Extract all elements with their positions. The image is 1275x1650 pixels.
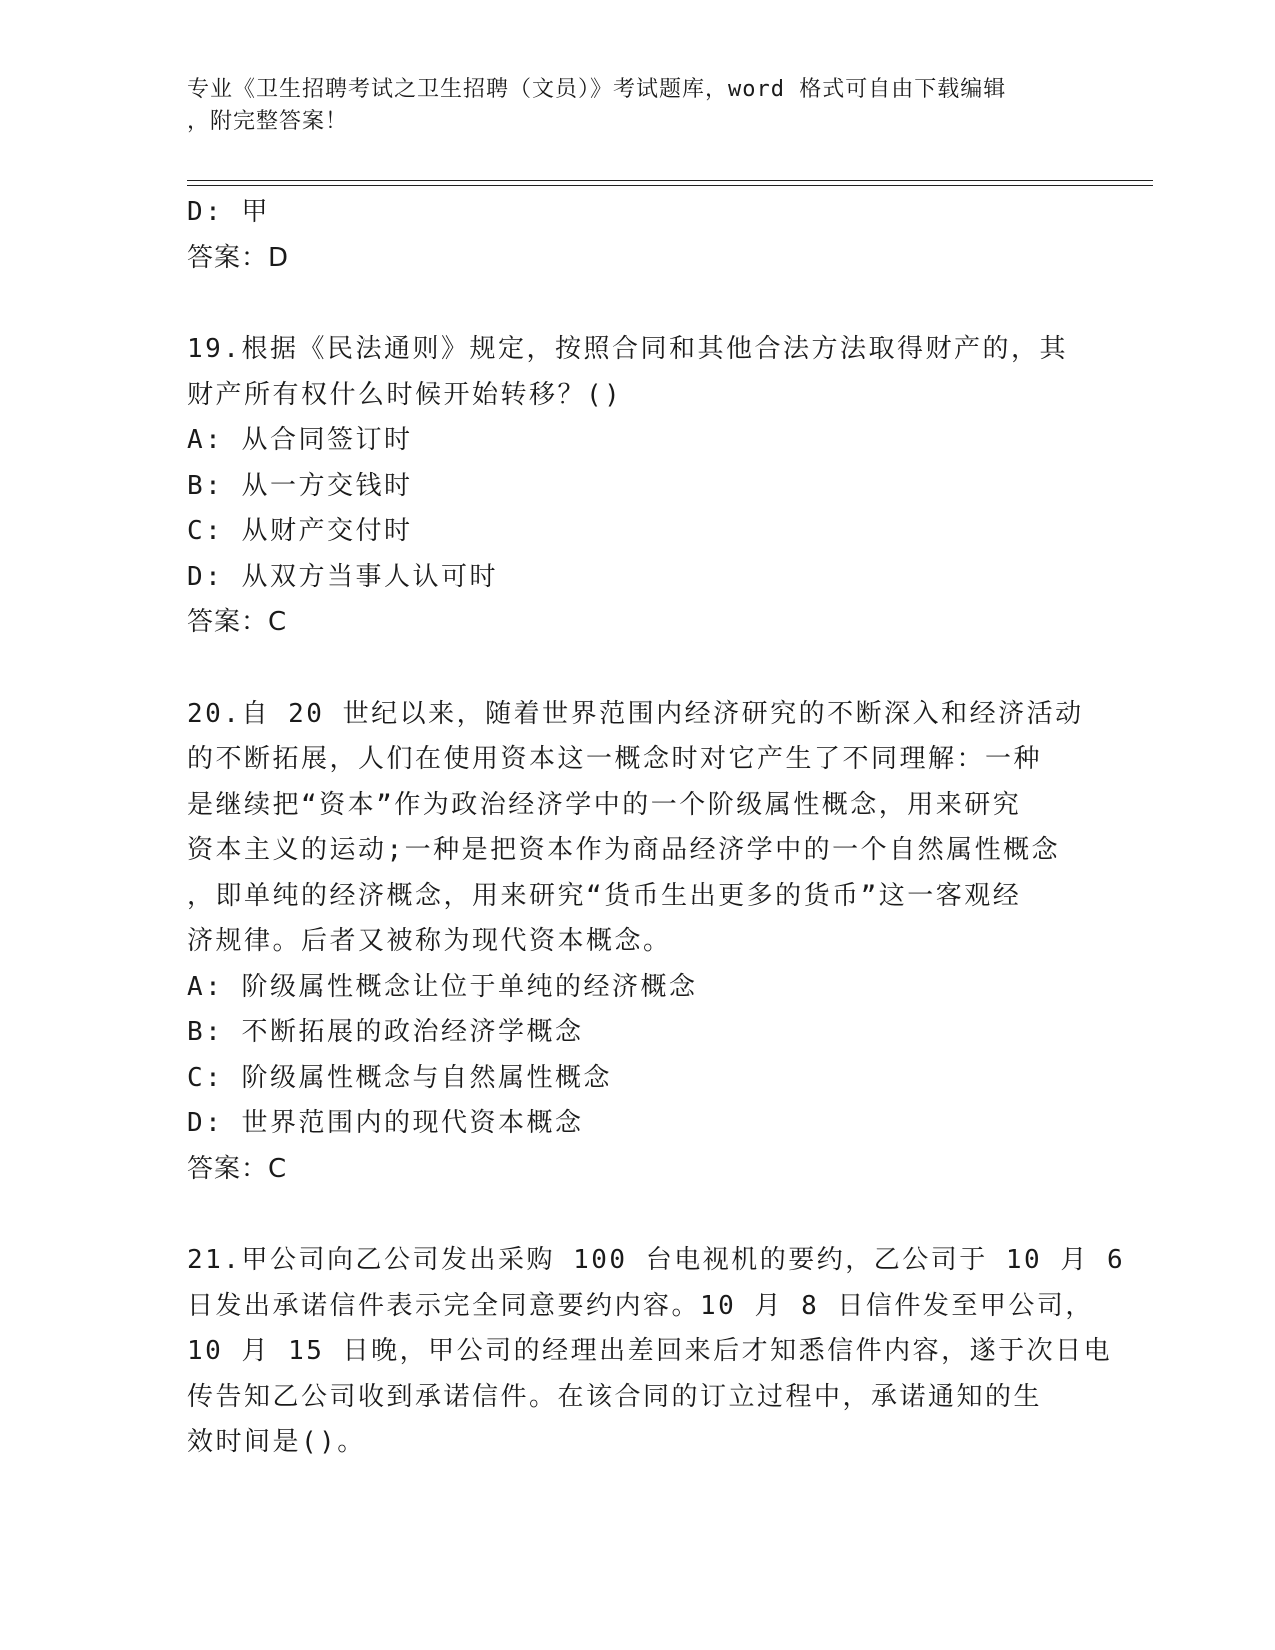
header-line-1: 专业《卫生招聘考试之卫生招聘（文员）》考试题库，word 格式可自由下载编辑: [187, 77, 1007, 102]
question-stem-line: 济规律。后者又被称为现代资本概念。: [187, 926, 672, 956]
question-19: [187, 327, 1087, 646]
option-d: D: 从双方当事人认可时: [187, 561, 498, 592]
spacer: [187, 646, 1087, 692]
question-stem-line: 10 月 15 日晚，甲公司的经理出差回来后才知悉信件内容，遂于次日电: [187, 1336, 1113, 1366]
answer-line: 答案：C: [187, 1153, 288, 1184]
option-b: B: 不断拓展的政治经济学概念: [187, 1017, 584, 1047]
header-line-2: ，附完整答案！: [187, 109, 349, 134]
option-d: D: 世界范围内的现代资本概念: [187, 1108, 584, 1138]
question-content: [187, 190, 1126, 1466]
question-stem-line: 的不断拓展，人们在使用资本这一概念时对它产生了不同理解：一种: [187, 744, 1043, 774]
question-stem-line: 20.自 20 世纪以来，随着世界范围内经济研究的不断深入和经济活动: [187, 698, 1084, 729]
question-21: [187, 1238, 1126, 1466]
question-stem-line: 19.根据《民法通则》规定，按照合同和其他合法方法取得财产的，其: [187, 334, 1068, 364]
question-stem-line: 是继续把“资本”作为政治经济学中的一个阶级属性概念，用来研究: [187, 789, 1022, 820]
question-stem-line: ，即单纯的经济概念，用来研究“货币生出更多的货币”这一客观经: [187, 880, 1022, 911]
option-b: B: 从一方交钱时: [187, 470, 413, 501]
question-stem-line: 传告知乙公司收到承诺信件。在该合同的订立过程中，承诺通知的生: [187, 1381, 1043, 1412]
question-stem-line: 日发出承诺信件表示完全同意要约内容。10 月 8 日信件发至甲公司，: [187, 1290, 1094, 1321]
page-header: [187, 74, 1087, 138]
option-c: C: 阶级属性概念与自然属性概念: [187, 1062, 612, 1093]
question-20: [187, 692, 1087, 1193]
option-a: A: 阶级属性概念让位于单纯的经济概念: [187, 971, 698, 1002]
option-a: A: 从合同签订时: [187, 425, 413, 455]
question-stem-line: 资本主义的运动;一种是把资本作为商品经济学中的一个自然属性概念: [187, 835, 1061, 865]
question-stem-line: 效时间是()。: [187, 1427, 366, 1457]
option-c: C: 从财产交付时: [187, 516, 413, 546]
question-stem-line: 21.甲公司向乙公司发出采购 100 台电视机的要约，乙公司于 10 月 6: [187, 1245, 1126, 1275]
answer-line: 答案：C: [187, 607, 288, 637]
prev-question-block: [187, 190, 1087, 281]
header-rule-top: [187, 180, 1153, 181]
answer-line: 答案：D: [187, 242, 290, 273]
spacer: [187, 281, 1087, 327]
header-rule-bottom: [187, 185, 1153, 186]
question-stem-line: 财产所有权什么时候开始转移？(): [187, 379, 623, 410]
spacer: [187, 1192, 1087, 1238]
option-d: D: 甲: [187, 197, 270, 227]
